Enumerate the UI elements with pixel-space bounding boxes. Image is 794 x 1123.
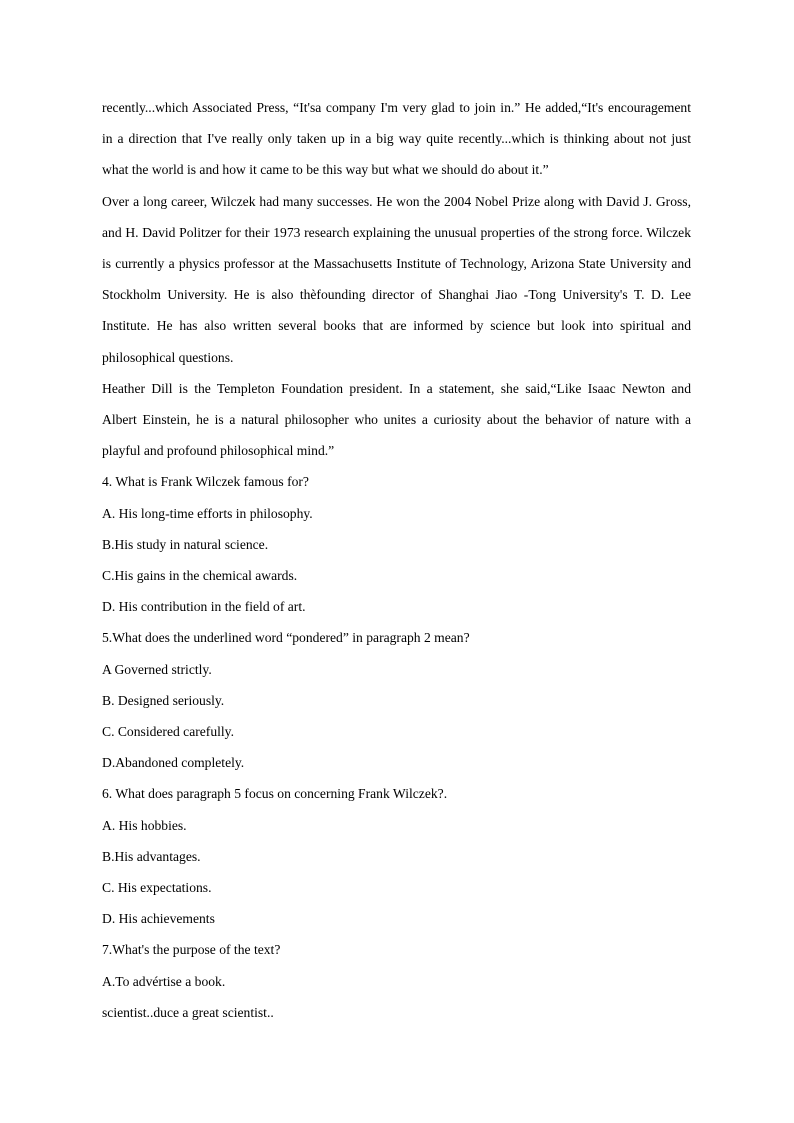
text-line: is currently a physics professor at the Massachusetts Institute of Technology, Arizona State University and [102,256,691,272]
option-6c: C. His expectations. [102,880,212,896]
text-line: recently...which Associated Press, “It'sa company I'm very glad to join in.” He added,“It's encouragement [102,100,691,115]
option-4a: A. His long-time efforts in philosophy. [102,505,313,521]
option-5a: A Governed strictly. [102,661,212,677]
option-5b: B. Designed seriously. [102,692,225,708]
text-line: Heather Dill is the Templeton Foundation president. In a statement, she said,“Like Isaac Newton and [102,380,691,396]
text-line: philosophical questions. [102,349,234,365]
question-6: 6. What does paragraph 5 focus on concerning Frank Wilczek?. [102,786,448,802]
paragraph-quote [102,92,691,186]
text-line: playful and profound philosophical mind.” [102,443,335,459]
option-4c: C.His gains in the chemical awards. [102,568,298,584]
text-line: Stockholm University. He is also thèfounding director of Shanghai Jiao -Tong University's T. D. Lee [102,287,691,303]
text-line: and H. David Politzer for their 1973 research explaining the unusual properties of the strong force. Wilczek [102,224,691,240]
question-7: 7.What's the purpose of the text? [102,942,281,958]
option-6a: A. His hobbies. [102,817,187,833]
option-6d: D. His achievements [102,911,215,927]
paragraph-career [102,186,691,373]
document-page [102,92,691,1028]
option-7-fragment: scientist..duce a great scientist.. [102,1004,274,1020]
option-5d: D.Abandoned completely. [102,755,245,771]
option-4b: B.His study in natural science. [102,536,269,552]
option-5c: C. Considered carefully. [102,724,234,740]
option-7a: A.To advértise a book. [102,973,226,989]
text-line: Albert Einstein, he is a natural philosopher who unites a curiosity about the behavior of nature with a [102,412,691,428]
paragraph-statement [102,373,691,467]
option-4d: D. His contribution in the field of art. [102,599,306,615]
text-line: what the world is and how it came to be this way but what we should do about it.” [102,162,549,178]
text-line: in a direction that I've really only taken up in a big way quite recently...which is thinking about not just [102,131,691,147]
question-5: 5.What does the underlined word “pondered” in paragraph 2 mean? [102,630,470,646]
text-line: Over a long career, Wilczek had many successes. He won the 2004 Nobel Prize along with David J. Gross, [102,193,691,209]
text-line: Institute. He has also written several books that are informed by science but look into spiritual and [102,318,691,334]
option-6b: B.His advantages. [102,848,201,864]
question-4: 4. What is Frank Wilczek famous for? [102,474,309,490]
question-block [102,466,691,1028]
